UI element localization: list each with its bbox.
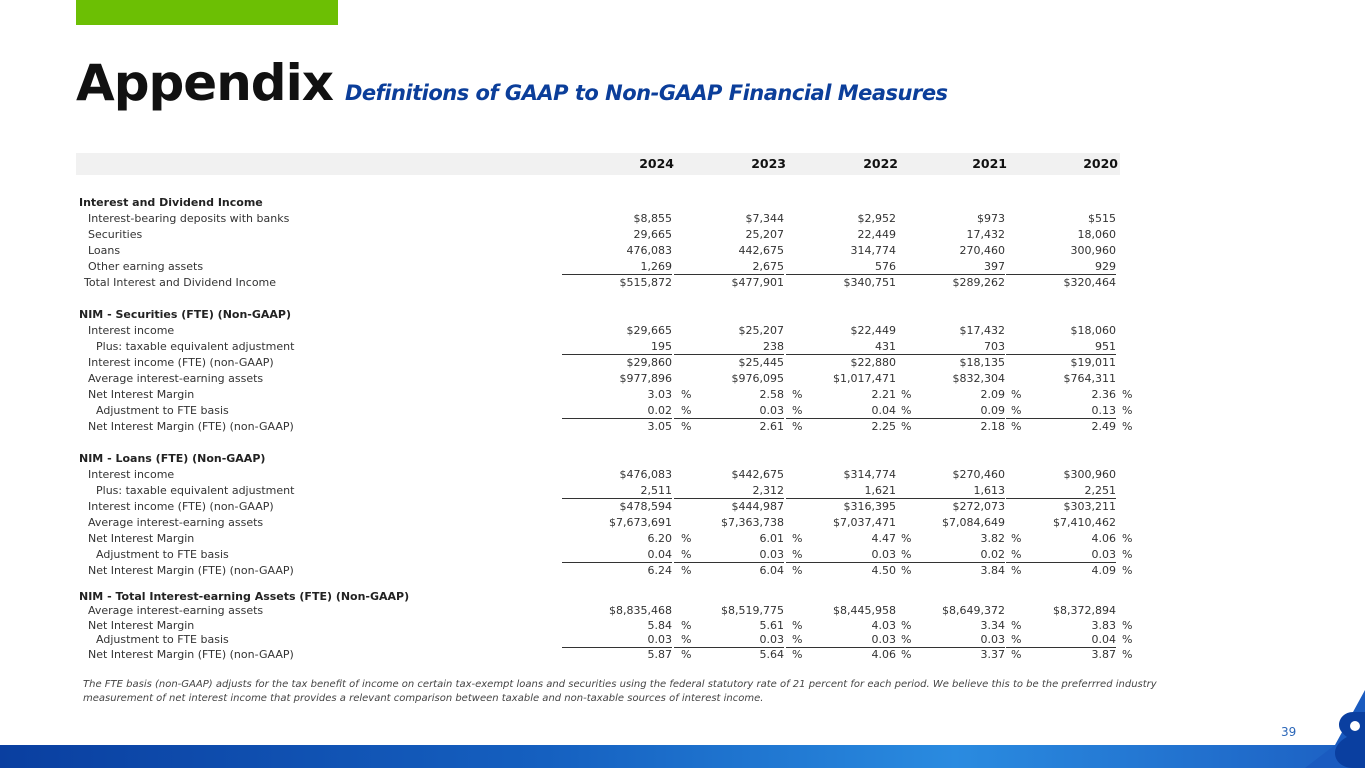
table-cell: $7,410,462 xyxy=(1053,516,1116,529)
percent-sign: % xyxy=(681,420,692,433)
table-row xyxy=(0,468,1365,484)
table-cell: $270,460 xyxy=(952,468,1005,481)
percent-sign: % xyxy=(1122,532,1133,545)
table-cell: $8,519,775 xyxy=(721,604,784,617)
percent-sign: % xyxy=(1122,619,1133,632)
row-label: Average interest-earning assets xyxy=(88,372,264,385)
percent-sign: % xyxy=(792,564,803,577)
percent-sign: % xyxy=(792,388,803,401)
table-cell: 2,675 xyxy=(674,260,784,275)
percent-sign: % xyxy=(1011,619,1022,632)
row-label: Net Interest Margin xyxy=(88,388,195,401)
table-cell: 2.36 xyxy=(1091,388,1116,401)
table-cell: 3.03 xyxy=(647,388,672,401)
table-cell: 0.09 xyxy=(895,404,1005,419)
table-cell: 5.64 xyxy=(759,648,784,661)
table-row xyxy=(0,564,1365,580)
row-label: Interest income xyxy=(88,468,175,481)
table-cell: $316,395 xyxy=(843,500,896,513)
table-row xyxy=(0,500,1365,516)
title-main: Appendix xyxy=(76,54,333,112)
row-label: Net Interest Margin (FTE) (non-GAAP) xyxy=(88,648,294,661)
percent-sign: % xyxy=(792,548,803,561)
table-cell: $977,896 xyxy=(619,372,672,385)
row-label: Net Interest Margin xyxy=(88,619,195,632)
row-label: Plus: taxable equivalent adjustment xyxy=(96,340,295,353)
row-label: Interest-bearing deposits with banks xyxy=(88,212,290,225)
percent-sign: % xyxy=(792,633,803,646)
percent-sign: % xyxy=(681,648,692,661)
percent-sign: % xyxy=(1122,388,1133,401)
row-label: Adjustment to FTE basis xyxy=(96,633,229,646)
table-cell: 5.61 xyxy=(759,619,784,632)
row-label: NIM - Total Interest-earning Assets (FTE) (Non-GAAP) xyxy=(79,590,410,603)
row-label: NIM - Securities (FTE) (Non-GAAP) xyxy=(79,308,292,321)
table-cell: 442,675 xyxy=(738,244,784,257)
percent-sign: % xyxy=(1011,648,1022,661)
footnote: The FTE basis (non-GAAP) adjusts for the tax benefit of income on certain tax-exempt loans and securities using the federal statutory rate of 21 percent for each period. We believe this to be the preferrred industry measurement of net interest income that provides a relevant comparison between taxable and non-taxable sources of interest income. xyxy=(83,679,1157,704)
table-cell: 0.03 xyxy=(786,548,896,563)
year-header: 2020 xyxy=(1083,156,1118,171)
percent-sign: % xyxy=(792,648,803,661)
table-cell: 195 xyxy=(562,340,672,355)
row-label: NIM - Loans (FTE) (Non-GAAP) xyxy=(79,452,266,465)
percent-sign: % xyxy=(1011,532,1022,545)
percent-sign: % xyxy=(901,404,912,417)
table-row xyxy=(0,516,1365,532)
table-cell: $477,901 xyxy=(731,276,784,289)
table-cell: 3.05 xyxy=(647,420,672,433)
table-cell: 4.50 xyxy=(871,564,896,577)
percent-sign: % xyxy=(681,548,692,561)
percent-sign: % xyxy=(901,388,912,401)
table-cell: 2.58 xyxy=(759,388,784,401)
table-cell: 3.84 xyxy=(980,564,1005,577)
table-cell: 3.82 xyxy=(980,532,1005,545)
table-cell: $29,860 xyxy=(626,356,672,369)
percent-sign: % xyxy=(792,532,803,545)
table-row xyxy=(0,212,1365,228)
row-label: Interest and Dividend Income xyxy=(79,196,263,209)
table-cell: 314,774 xyxy=(850,244,896,257)
table-cell: $320,464 xyxy=(1063,276,1116,289)
percent-sign: % xyxy=(1122,633,1133,646)
table-cell: 6.04 xyxy=(759,564,784,577)
table-cell: 397 xyxy=(895,260,1005,275)
percent-sign: % xyxy=(901,548,912,561)
percent-sign: % xyxy=(1011,404,1022,417)
table-cell: 929 xyxy=(1006,260,1116,275)
table-cell: $8,445,958 xyxy=(833,604,896,617)
table-cell: 3.87 xyxy=(1091,648,1116,661)
table-cell: $272,073 xyxy=(952,500,1005,513)
percent-sign: % xyxy=(792,420,803,433)
percent-sign: % xyxy=(901,648,912,661)
table-cell: 300,960 xyxy=(1070,244,1116,257)
table-cell: $18,060 xyxy=(1070,324,1116,337)
table-cell: $18,135 xyxy=(959,356,1005,369)
percent-sign: % xyxy=(792,619,803,632)
percent-sign: % xyxy=(681,404,692,417)
table-row xyxy=(0,648,1365,664)
percent-sign: % xyxy=(1011,420,1022,433)
table-cell: 6.24 xyxy=(647,564,672,577)
table-cell: 2.25 xyxy=(871,420,896,433)
table-cell: $2,952 xyxy=(857,212,896,225)
table-cell: 0.02 xyxy=(562,404,672,419)
percent-sign: % xyxy=(1011,548,1022,561)
row-label: Plus: taxable equivalent adjustment xyxy=(96,484,295,497)
percent-sign: % xyxy=(681,619,692,632)
year-header: 2022 xyxy=(863,156,898,171)
row-label: Securities xyxy=(88,228,143,241)
footer-band xyxy=(0,745,1365,768)
row-label: Interest income xyxy=(88,324,175,337)
percent-sign: % xyxy=(901,420,912,433)
table-row xyxy=(0,244,1365,260)
table-cell: $17,432 xyxy=(959,324,1005,337)
table-cell: $7,037,471 xyxy=(833,516,896,529)
table-cell: $515,872 xyxy=(619,276,672,289)
table-row xyxy=(0,404,1365,420)
row-label: Other earning assets xyxy=(88,260,204,273)
table-cell: 0.03 xyxy=(674,633,784,648)
table-cell: 6.01 xyxy=(759,532,784,545)
percent-sign: % xyxy=(1122,404,1133,417)
table-row xyxy=(0,633,1365,649)
table-row xyxy=(0,548,1365,564)
table-cell: 576 xyxy=(786,260,896,275)
table-cell: $1,017,471 xyxy=(833,372,896,385)
table-cell: 3.83 xyxy=(1091,619,1116,632)
table-cell: 0.03 xyxy=(1006,548,1116,563)
table-cell: 0.03 xyxy=(674,548,784,563)
table-cell: 2.61 xyxy=(759,420,784,433)
table-cell: 4.09 xyxy=(1091,564,1116,577)
table-row xyxy=(0,484,1365,500)
table-cell: $8,855 xyxy=(633,212,672,225)
row-label: Net Interest Margin (FTE) (non-GAAP) xyxy=(88,420,294,433)
percent-sign: % xyxy=(1122,564,1133,577)
table-cell: 1,621 xyxy=(786,484,896,499)
table-cell: 703 xyxy=(895,340,1005,355)
table-cell: $8,835,468 xyxy=(609,604,672,617)
percent-sign: % xyxy=(1122,548,1133,561)
page-title xyxy=(76,54,948,112)
table-cell: $25,445 xyxy=(738,356,784,369)
percent-sign: % xyxy=(681,388,692,401)
table-cell: 17,432 xyxy=(966,228,1005,241)
table-cell: $340,751 xyxy=(843,276,896,289)
table-cell: $303,211 xyxy=(1063,500,1116,513)
table-cell: 3.34 xyxy=(980,619,1005,632)
table-cell: 6.20 xyxy=(647,532,672,545)
logo-mark-icon xyxy=(1305,650,1365,768)
row-label: Loans xyxy=(88,244,121,257)
table-cell: 4.47 xyxy=(871,532,896,545)
table-cell: $515 xyxy=(1088,212,1116,225)
table-row xyxy=(0,420,1365,436)
table-cell: 0.02 xyxy=(895,548,1005,563)
table-cell: 951 xyxy=(1006,340,1116,355)
percent-sign: % xyxy=(901,633,912,646)
table-row xyxy=(0,276,1365,292)
percent-sign: % xyxy=(901,564,912,577)
table-cell: $764,311 xyxy=(1063,372,1116,385)
table-cell: 476,083 xyxy=(626,244,672,257)
year-header: 2021 xyxy=(972,156,1007,171)
table-row xyxy=(0,228,1365,244)
table-cell: $444,987 xyxy=(731,500,784,513)
table-cell: 3.37 xyxy=(980,648,1005,661)
row-label: Net Interest Margin xyxy=(88,532,195,545)
accent-bar xyxy=(76,0,338,25)
percent-sign: % xyxy=(1011,633,1022,646)
table-cell: $442,675 xyxy=(731,468,784,481)
row-label: Interest income (FTE) (non-GAAP) xyxy=(88,356,274,369)
table-cell: $832,304 xyxy=(952,372,1005,385)
table-cell: $976,095 xyxy=(731,372,784,385)
table-cell: $7,363,738 xyxy=(721,516,784,529)
table-row xyxy=(0,372,1365,388)
table-cell: 0.04 xyxy=(562,548,672,563)
table-row xyxy=(0,260,1365,276)
table-cell: $22,880 xyxy=(850,356,896,369)
percent-sign: % xyxy=(681,633,692,646)
table-cell: $300,960 xyxy=(1063,468,1116,481)
title-subtitle: Definitions of GAAP to Non-GAAP Financial Measures xyxy=(344,81,948,105)
table-cell: 0.13 xyxy=(1006,404,1116,419)
table-cell: 0.04 xyxy=(1006,633,1116,648)
table-cell: 5.87 xyxy=(647,648,672,661)
year-header: 2024 xyxy=(639,156,674,171)
percent-sign: % xyxy=(1011,388,1022,401)
percent-sign: % xyxy=(1011,564,1022,577)
row-label: Adjustment to FTE basis xyxy=(96,404,229,417)
table-cell: $19,011 xyxy=(1070,356,1116,369)
percent-sign: % xyxy=(792,404,803,417)
table-cell: 22,449 xyxy=(857,228,896,241)
table-cell: $476,083 xyxy=(619,468,672,481)
percent-sign: % xyxy=(901,619,912,632)
table-cell: 29,665 xyxy=(633,228,672,241)
table-cell: $478,594 xyxy=(619,500,672,513)
table-cell: 5.84 xyxy=(647,619,672,632)
table-cell: 2,511 xyxy=(562,484,672,499)
table-cell: 4.06 xyxy=(871,648,896,661)
table-cell: 0.03 xyxy=(895,633,1005,648)
row-label: Adjustment to FTE basis xyxy=(96,548,229,561)
table-row xyxy=(0,324,1365,340)
table-cell: $7,344 xyxy=(745,212,784,225)
table-cell: 18,060 xyxy=(1077,228,1116,241)
row-label: Average interest-earning assets xyxy=(88,516,264,529)
table-cell: 4.06 xyxy=(1091,532,1116,545)
table-cell: 2,312 xyxy=(674,484,784,499)
table-cell: 0.03 xyxy=(562,633,672,648)
table-cell: 270,460 xyxy=(959,244,1005,257)
row-label: Total Interest and Dividend Income xyxy=(84,276,277,289)
table-cell: $25,207 xyxy=(738,324,784,337)
table-cell: $29,665 xyxy=(626,324,672,337)
table-cell: 238 xyxy=(674,340,784,355)
table-cell: 1,269 xyxy=(562,260,672,275)
table-cell: 2.49 xyxy=(1091,420,1116,433)
percent-sign: % xyxy=(1122,648,1133,661)
section-header-row xyxy=(0,196,1365,212)
row-label: Interest income (FTE) (non-GAAP) xyxy=(88,500,274,513)
table-cell: 1,613 xyxy=(895,484,1005,499)
section-header-row xyxy=(0,308,1365,324)
table-cell: 0.03 xyxy=(674,404,784,419)
table-cell: 431 xyxy=(786,340,896,355)
table-cell: $7,084,649 xyxy=(942,516,1005,529)
table-cell: $973 xyxy=(977,212,1005,225)
table-cell: $8,372,894 xyxy=(1053,604,1116,617)
percent-sign: % xyxy=(681,532,692,545)
percent-sign: % xyxy=(901,532,912,545)
year-header: 2023 xyxy=(751,156,786,171)
table-cell: 2.09 xyxy=(980,388,1005,401)
table-cell: $8,649,372 xyxy=(942,604,1005,617)
table-row xyxy=(0,356,1365,372)
table-cell: $289,262 xyxy=(952,276,1005,289)
table-row xyxy=(0,604,1365,620)
table-cell: $7,673,691 xyxy=(609,516,672,529)
section-header-row xyxy=(0,452,1365,468)
table-cell: $22,449 xyxy=(850,324,896,337)
table-row xyxy=(0,388,1365,404)
table-cell: 0.03 xyxy=(786,633,896,648)
table-cell: 4.03 xyxy=(871,619,896,632)
row-label: Average interest-earning assets xyxy=(88,604,264,617)
table-row xyxy=(0,532,1365,548)
percent-sign: % xyxy=(1122,420,1133,433)
page-number: 39 xyxy=(1281,725,1297,739)
table-cell: 0.04 xyxy=(786,404,896,419)
percent-sign: % xyxy=(681,564,692,577)
table-cell: 25,207 xyxy=(745,228,784,241)
table-cell: 2.21 xyxy=(871,388,896,401)
row-label: Net Interest Margin (FTE) (non-GAAP) xyxy=(88,564,294,577)
table-cell: $314,774 xyxy=(843,468,896,481)
table-row xyxy=(0,340,1365,356)
table-cell: 2.18 xyxy=(980,420,1005,433)
table-cell: 2,251 xyxy=(1006,484,1116,499)
